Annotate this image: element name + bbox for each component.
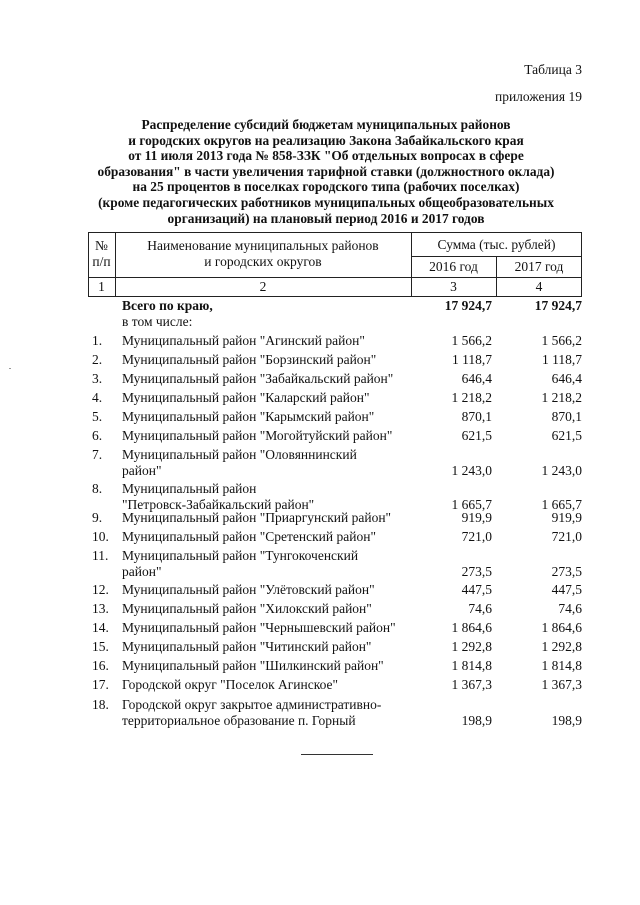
scan-speck bbox=[9, 368, 11, 369]
value-2017: 273,5 bbox=[551, 564, 582, 579]
row-name-line: Муниципальный район bbox=[122, 481, 257, 496]
row-name-line: Муниципальный район "Могойтуйский район" bbox=[122, 428, 393, 443]
row-name-line: Муниципальный район "Приаргунский район" bbox=[122, 510, 392, 525]
row-number: 9. bbox=[92, 510, 103, 525]
value-2017: 1 218,2 bbox=[541, 390, 582, 405]
row-name bbox=[122, 639, 412, 655]
row-name bbox=[122, 481, 412, 513]
row-name bbox=[122, 620, 412, 636]
row-number: 8. bbox=[92, 481, 103, 496]
row-name-line: Муниципальный район "Улётовский район" bbox=[122, 582, 375, 597]
title-line: образования" в части увеличения тарифной ставки (должностного оклада) bbox=[97, 163, 555, 179]
value-2017: 721,0 bbox=[551, 529, 582, 544]
row-number: 14. bbox=[92, 620, 109, 635]
value-2016: 1 118,7 bbox=[452, 352, 492, 367]
row-number: 4. bbox=[92, 390, 103, 405]
row-name bbox=[122, 371, 412, 387]
value-2016: 447,5 bbox=[461, 582, 492, 597]
index-rule-bottom bbox=[88, 296, 582, 297]
title-line: на 25 процентов в поселках городского типа (рабочих поселках) bbox=[132, 179, 520, 195]
value-2016: 721,0 bbox=[461, 529, 492, 544]
value-2017: 74,6 bbox=[558, 601, 582, 616]
row-number: 17. bbox=[92, 677, 109, 692]
row-name-line: Муниципальный район "Сретенский район" bbox=[122, 529, 376, 544]
row-number: 11. bbox=[92, 548, 109, 563]
row-name-line: Муниципальный район "Каларский район" bbox=[122, 390, 370, 405]
row-name-line: Муниципальный район "Карымский район" bbox=[122, 409, 375, 424]
row-name bbox=[122, 529, 412, 545]
row-name-line: Муниципальный район "Хилокский район" bbox=[122, 601, 372, 616]
value-2016: 870,1 bbox=[461, 409, 492, 424]
title-line: Распределение субсидий бюджетам муниципальных районов bbox=[141, 117, 511, 132]
row-number: 13. bbox=[92, 601, 109, 616]
row-name bbox=[122, 390, 412, 406]
row-number: 15. bbox=[92, 639, 109, 654]
col-name-header: Наименование муниципальных районов и городских округов bbox=[147, 238, 379, 269]
value-2017: 1 864,6 bbox=[541, 620, 582, 635]
index-cell: 2 bbox=[259, 279, 267, 294]
row-name bbox=[122, 510, 412, 526]
document-title bbox=[66, 117, 586, 226]
row-name bbox=[122, 352, 412, 368]
row-number: 6. bbox=[92, 428, 103, 443]
col-2017-header: 2017 год bbox=[514, 259, 564, 274]
row-name-line: Муниципальный район "Борзинский район" bbox=[122, 352, 377, 367]
row-number: 18. bbox=[92, 697, 109, 712]
row-name-line: "Петровск-Забайкальский район" bbox=[122, 497, 315, 512]
header-rule-top bbox=[88, 232, 582, 233]
col-2016-header: 2016 год bbox=[429, 259, 478, 274]
row-name bbox=[122, 333, 412, 349]
row-number: 2. bbox=[92, 352, 103, 367]
value-2017: 447,5 bbox=[551, 582, 582, 597]
row-name bbox=[122, 677, 412, 693]
title-line: от 11 июля 2013 года № 858-ЗЗК "Об отдельных вопросах в сфере bbox=[128, 148, 524, 164]
row-name-line: Муниципальный район "Забайкальский район" bbox=[122, 371, 394, 386]
index-cell: 3 bbox=[450, 279, 457, 294]
row-name-line: район" bbox=[122, 463, 162, 478]
row-number: 16. bbox=[92, 658, 109, 673]
total-label: Всего по краю, bbox=[122, 298, 213, 313]
row-name-line: район" bbox=[122, 564, 162, 579]
value-2017: 919,9 bbox=[551, 510, 582, 525]
title-line: организаций) на плановый период 2016 и 2017 годов bbox=[167, 210, 485, 226]
row-name-line: Городской округ "Поселок Агинское" bbox=[122, 677, 339, 692]
value-2017: 198,9 bbox=[551, 713, 582, 728]
value-2016: 1 665,7 bbox=[451, 497, 492, 512]
row-name-line: Муниципальный район "Агинский район" bbox=[122, 333, 365, 348]
value-2016: 1 243,0 bbox=[451, 463, 492, 478]
value-2016: 621,5 bbox=[461, 428, 492, 443]
value-2017: 1 566,2 bbox=[541, 333, 582, 348]
value-2016: 1 292,8 bbox=[451, 639, 492, 654]
row-name-line: Муниципальный район "Оловяннинский bbox=[122, 447, 357, 462]
value-2016: 646,4 bbox=[461, 371, 492, 386]
value-2016: 74,6 bbox=[468, 601, 492, 616]
row-name-line: Муниципальный район "Тунгокоченский bbox=[122, 548, 359, 563]
value-2017: 621,5 bbox=[551, 428, 582, 443]
row-name bbox=[122, 447, 412, 479]
value-2017: 1 243,0 bbox=[541, 463, 582, 478]
row-name bbox=[122, 548, 412, 580]
value-2017: 646,4 bbox=[551, 371, 582, 386]
row-name bbox=[122, 658, 412, 674]
value-2016: 273,5 bbox=[461, 564, 492, 579]
value-2016: 198,9 bbox=[461, 713, 492, 728]
row-name bbox=[122, 428, 412, 444]
row-number: 10. bbox=[92, 529, 109, 544]
appendix-reference: приложения 19 bbox=[494, 89, 582, 104]
title-line: и городских округов на реализацию Закона Забайкальского края bbox=[128, 132, 524, 148]
value-2016: 1 864,6 bbox=[451, 620, 492, 635]
row-name-line: Муниципальный район "Чернышевский район" bbox=[122, 620, 396, 635]
row-number: 5. bbox=[92, 409, 103, 424]
table-reference: Таблица 3 bbox=[524, 62, 582, 77]
value-2017: 1 292,8 bbox=[541, 639, 582, 654]
value-2017: 1 665,7 bbox=[541, 497, 582, 512]
value-2016: 1 367,3 bbox=[451, 677, 492, 692]
row-name-line: Муниципальный район "Читинский район" bbox=[122, 639, 372, 654]
row-name-line: Муниципальный район "Шилкинский район" bbox=[122, 658, 384, 673]
row-name-line: Городской округ закрытое административно- bbox=[122, 697, 382, 712]
row-number: 12. bbox=[92, 582, 109, 597]
col-num-header: № п/п bbox=[92, 238, 111, 269]
total-2017: 17 924,7 bbox=[534, 298, 582, 313]
value-2016: 1 566,2 bbox=[451, 333, 492, 348]
col-sum-header: Сумма (тыс. рублей) bbox=[437, 237, 556, 252]
total-sublabel: в том числе: bbox=[122, 314, 193, 329]
value-2016: 1 218,2 bbox=[451, 390, 492, 405]
end-rule bbox=[301, 754, 373, 755]
row-number: 3. bbox=[92, 371, 103, 386]
value-2017: 870,1 bbox=[551, 409, 582, 424]
row-name bbox=[122, 697, 412, 729]
row-name bbox=[122, 601, 412, 617]
value-2016: 919,9 bbox=[461, 510, 492, 525]
index-cell: 1 bbox=[98, 279, 105, 294]
title-line: (кроме педагогических работников муниципальных общеобразовательных bbox=[98, 194, 554, 210]
value-2017: 1 118,7 bbox=[542, 352, 582, 367]
row-name-line: территориальное образование п. Горный bbox=[122, 713, 356, 728]
total-2016: 17 924,7 bbox=[444, 298, 492, 313]
row-number: 1. bbox=[92, 333, 103, 348]
value-2017: 1 367,3 bbox=[541, 677, 582, 692]
row-name bbox=[122, 582, 412, 598]
row-name bbox=[122, 409, 412, 425]
row-number: 7. bbox=[92, 447, 103, 462]
index-cell: 4 bbox=[535, 279, 543, 294]
header-rule-bottom bbox=[88, 277, 582, 278]
value-2017: 1 814,8 bbox=[541, 658, 582, 673]
value-2016: 1 814,8 bbox=[451, 658, 492, 673]
